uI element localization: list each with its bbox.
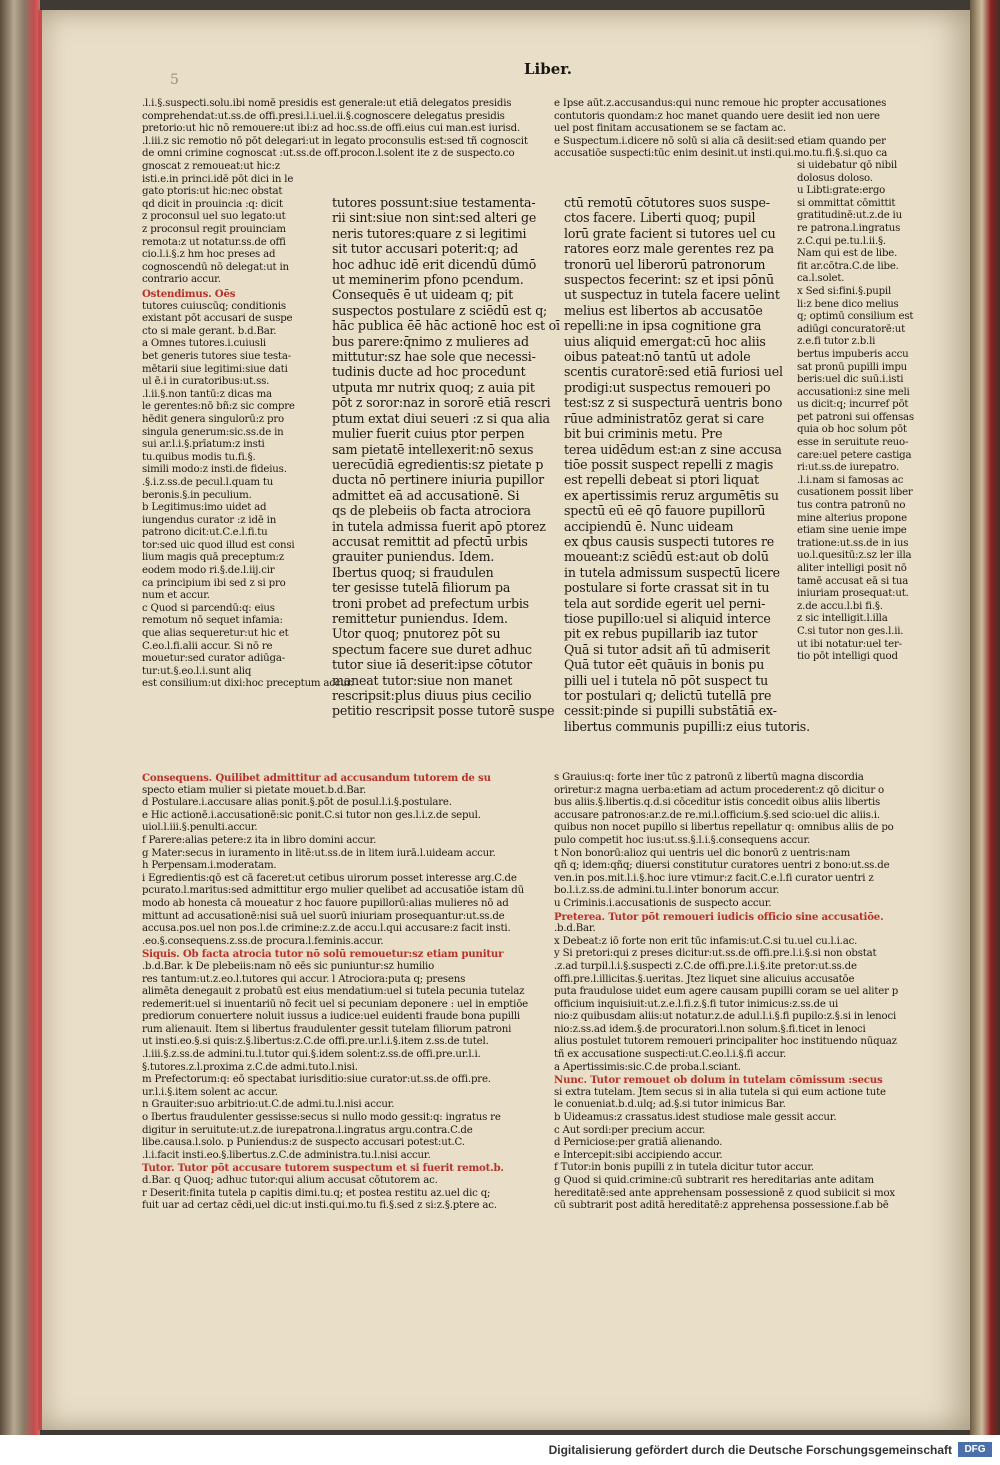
text-line: cusationem possit liber <box>797 487 913 499</box>
text-line: c Quod si parcendū:q: eius <box>142 602 275 614</box>
text-line: contrario accur. <box>142 274 221 286</box>
text-line: comprehendat:ut.ss.de offi.presi.l.i.uel.ii.§.cognoscere delegatus presidis <box>142 110 505 122</box>
text-line: tronorū uel liberorū patronorum <box>564 256 766 272</box>
text-line: rii sint:siue non sint:sed alteri ge <box>332 210 537 226</box>
gloss-far-right <box>797 160 957 664</box>
text-line: Ibertus quoq; si fraudulen <box>332 564 494 580</box>
text-line: g Quod si quid.crimine:cū subtrarit res hereditarias ante aditam <box>554 1175 874 1186</box>
book-page <box>38 10 974 1430</box>
text-line: redemerit:uel si inuentariū nō fecit uel si pecuniam deponere : uel in emptiōe <box>142 998 528 1010</box>
text-line: pet patroni sui offensas <box>797 411 914 423</box>
text-line: grauiter puniendus. Idem. <box>332 549 495 565</box>
text-line: tela aut sordide egerit uel perni- <box>564 595 766 611</box>
gloss-bottom-right <box>554 772 954 1213</box>
text-line: neris tutores:quare z si legitimi <box>332 225 527 241</box>
text-line: quia ob hoc solum pōt <box>797 424 907 436</box>
text-line: bus parere:q̄nimo z mulieres ad <box>332 333 529 349</box>
text-line: r Deserit:finita tutela p capitis dimi.tu.q; et postea restitu az.uel dic q; <box>142 1187 491 1199</box>
text-line: re patrona.l.ingratus <box>797 222 901 234</box>
text-line: res tantum:ut.z.eo.l.tutores qui accur. l Atrociora:puta q; presens <box>142 973 466 985</box>
text-line: hāc publica ēē hāc actionē hoc est oī <box>332 318 560 334</box>
text-line: remittetur puniendus. Idem. <box>332 610 508 626</box>
text-line: si uidebatur qō nibil <box>797 160 898 171</box>
text-line: ptum extat diui seueri :z si qua alia <box>332 410 550 426</box>
text-line: cessit:pinde si pupilli substātiā ex- <box>564 703 777 719</box>
text-line: Consequēs ē ut uideam q; pit <box>332 287 513 303</box>
text-line: postulare si forte crassat sit in tu <box>564 580 770 596</box>
text-line: .l.i.facit insti.eo.§.libertus.z.C.de administra.tu.l.nisi accur. <box>142 1149 431 1161</box>
gloss-left-mid <box>142 288 354 691</box>
text-line: tudinis ducte ad hoc procedunt <box>332 364 526 380</box>
text-line: .b.d.Bar. k De plebeiis:nam nō eēs sic puniuntur:sz humilio <box>142 960 435 972</box>
text-line: Nam qui est de libe. <box>797 248 898 260</box>
text-line: tratione:ut.ss.de in ius <box>797 537 909 549</box>
text-line: hereditatē:sed ante apprehensam possessionē z quod subiicit si mox <box>554 1187 895 1199</box>
text-line: ducta nō pertinere iniuria pupillor <box>332 472 544 488</box>
text-line: Siquis. Ob facta atrocia tutor nō solū remouetur:sz etiam punitur <box>142 948 504 961</box>
text-line: u Libti:grate:ergo <box>797 185 886 197</box>
text-line: ex qbus causis suspecti tutores re <box>564 533 775 549</box>
text-line: simili modo:z insti.de fideius. <box>142 464 287 476</box>
text-line: accusat remittit ad pfectū urbis <box>332 533 528 549</box>
text-line: a Apertissimis:sic.C.de proba.l.sciant. <box>554 1061 741 1073</box>
text-line: fuit uar ad certaz cēdi,uel dic:ut insti.qui.mo.tu fi.§.sed z si:z.§.ptere ac. <box>142 1200 497 1212</box>
book-page-edges <box>0 0 40 1435</box>
text-line: b Legitimus:imo uidet ad <box>142 502 267 514</box>
text-line: aliter intelligi posit nō <box>797 563 907 574</box>
text-line: dolosus doloso. <box>797 172 873 184</box>
text-line: Consequens. Quilibet admittitur ad accusandum tutorem de su <box>142 772 491 784</box>
text-line: tiose pupillo:uel si aliquid interce <box>564 610 771 626</box>
text-line: hēdit genera singulorū:z pro <box>142 413 284 425</box>
text-line: alius postulet tutorem remoueri principaliter hoc instituendo nūquaz <box>554 1036 897 1048</box>
text-line: q; optimū consilium est <box>797 311 914 323</box>
text-line: cio.l.i.§.z hm hoc preses ad <box>142 249 276 261</box>
text-line: moueant:z sciēdū est:aut ob dolū <box>564 549 769 565</box>
text-line: spectum facere sue duret adhuc <box>332 641 532 657</box>
text-line: ven.in pos.mit.l.i.§.hoc iure vtimur:z facit.C.e.l.fi curator uentri z <box>554 872 874 884</box>
text-line: etiam sine uenie impe <box>797 525 907 537</box>
text-line: a Omnes tutores.i.cuiusli <box>142 338 266 350</box>
text-line: ur.l.i.§.item solent ac accur. <box>142 1086 278 1098</box>
text-line: bit bui criminis metu. Pre <box>564 426 723 442</box>
text-line: e Hic actionē.i.accusationē:sic ponit.C.si tutor non ges.l.i.z.de sepul. <box>142 809 481 821</box>
text-line: h Perpensam.i.moderatam. <box>142 860 277 872</box>
text-line: remotum nō sequet infamia: <box>142 615 283 627</box>
text-line: offi.pre.l.illicitas.§.ueritas. Jtez liquet sine alicuius accusatōe <box>554 973 855 985</box>
text-line: f Parere:alias petere:z ita in libro domini accur. <box>142 834 377 846</box>
text-line: tor postulari q; delictū tutellā pre <box>564 688 772 703</box>
text-line: uerecūdiā egredientis:sz pietate p <box>332 456 544 472</box>
text-line: pcurato.l.maritus:sed admittitur ergo mulier quelibet ad accusatiōe istam dū <box>142 885 524 897</box>
text-line: c Aut sordi:per precium accur. <box>554 1124 706 1136</box>
text-line: z sic intelligit.l.illa <box>797 613 888 625</box>
text-line: fit ar.cōtra.C.de libe. <box>797 260 899 272</box>
text-line: ut insti.eo.§.si quis:z.§.libertus:z.C.de offi.pre.ur.l.i.§.item z.ss.de tutel. <box>142 1036 489 1048</box>
text-line: ter gesisse tutelā filiorum pa <box>332 580 511 596</box>
text-line: uiol.l.iii.§.penulti.accur. <box>142 822 258 834</box>
text-line: ut ibi notatur:uel ter- <box>797 638 902 650</box>
text-line: .l.iii.z sic remotio nō pōt delegari:ut in legato proconsulis est:sed tñ cognoscit <box>142 135 528 147</box>
text-line: mētarii siue legitimi:siue dati <box>142 363 288 375</box>
text-line: beris:uel dic suū.i.isti <box>797 374 904 386</box>
text-line: y Si pretori:qui z preses dicitur:ut.ss.de offi.pre.l.i.§.si non obstat <box>554 948 877 960</box>
text-line: .eo.§.consequens.z.ss.de procura.l.feminis.accur. <box>142 935 384 947</box>
text-line: Quā si tutor adsit añ tū admiserit <box>564 641 770 657</box>
text-line: li:z bene dico melius <box>797 298 899 310</box>
gloss-bottom-left <box>142 772 547 1213</box>
text-line: test:sz z si suspecturā uentris bono <box>564 395 783 411</box>
text-line: z.C.qui pe.tu.l.ii.§. <box>797 235 886 247</box>
dfg-logo: DFG <box>958 1442 992 1457</box>
text-line: si ommittat cōmittit <box>797 197 896 209</box>
text-line: C.si tutor non ges.l.ii. <box>797 625 904 637</box>
text-line: petitio rescripsit posse tutorē suspe <box>332 703 555 719</box>
text-line: sit tutor accusari poterit:q; ad <box>332 241 519 257</box>
text-line: est repelli debeat si ptori liquat <box>564 472 759 488</box>
text-line: rescripsit:plus diuus pius cecilio <box>332 688 532 703</box>
text-line: prediorum conuertere noluit iussus a iudice:uel euidenti fraude bona pupilli <box>142 1011 520 1023</box>
text-line: suspectos postulare z sciēdū est q; <box>332 302 548 318</box>
text-line: tus contra patronū no <box>797 500 906 512</box>
text-line: quibus non nocet pupillo si libertus repellatur q: omnibus aliis de po <box>554 822 894 834</box>
text-line: .z.ad turpil.l.i.§.suspecti z.C.de offi.pre.l.i.§.ite pretor:ut.ss.de <box>554 960 857 972</box>
text-line: tio pōt intelligi quod <box>797 651 898 663</box>
text-line: libe.causa.l.solo. p Puniendus:z de suspecto accusari potest:ut.C. <box>142 1137 465 1149</box>
text-line: pit ex rebus pupillarib iaz tutor <box>564 626 758 642</box>
text-line: uo.l.quesitū:z.sz ler illa <box>797 550 912 562</box>
text-line: .l.i.§.suspecti.solu.ibi nomē presidis est generale:ut etiā delegatos presidis <box>142 98 512 109</box>
text-line: ctū remotū cōtutores suos suspe- <box>564 195 770 210</box>
text-line: in tutela admissa fuerit apō ptorez <box>332 518 546 534</box>
text-line: cognoscendū nō delegat:ut in <box>142 261 289 273</box>
text-line: alimēta denegauit z probatū est eius mendatium:uel si tutela pecunia tutelaz <box>142 986 525 998</box>
text-line: x Sed si:fini.§.pupil <box>797 285 892 297</box>
book-spine <box>970 0 1000 1435</box>
text-line: Nunc. Tutor remouet ob dolum in tutelam cōmissum :secus <box>554 1074 883 1087</box>
text-line: pōt z soror:naz in sororē etiā rescri <box>332 395 551 411</box>
text-line: mittunt ad accusationē:nisi suā uel suorū iniuriam prosequantur:ut.ss.de <box>142 910 505 922</box>
text-line: qd dicit in prouincia :q: dicit <box>142 198 283 210</box>
text-line: tñ ex accusatione suspecti:ut.C.eo.l.i.§.fi accur. <box>554 1049 787 1061</box>
text-line: adiūgi concuratorē:ut <box>797 323 906 335</box>
text-line: accusa.pos.uel non pos.l.de crimine:z.z.de accu.l.qui accusare:z facit insti. <box>142 923 511 935</box>
text-line: f Tutor:in bonis pupilli z in tutela dicitur tutor accur. <box>554 1162 814 1174</box>
text-line: gnoscat z remoueat:ut hic:z <box>142 160 280 172</box>
text-line: oriretur:z magna uerba:etiam ad actum procederent:z qō dicitur o <box>554 784 884 796</box>
text-line: Tutor. Tutor pōt accusare tutorem suspectum et si fuerit remot.b. <box>142 1162 504 1175</box>
text-line: ctos facere. Liberti quoq; pupil <box>564 210 756 226</box>
text-line: remota:z ut notatur.ss.de offi <box>142 236 286 248</box>
text-line: nio:z.ss.ad idem.§.de procuratori.l.non solum.§.fi.ticet in lenoci <box>554 1023 866 1035</box>
text-line: existant pōt accusari de suspe <box>142 313 293 325</box>
text-line: libertus communis pupilli:z eius tutoris. <box>564 718 810 734</box>
text-line: melius est libertos ab accusatōe <box>564 302 763 318</box>
text-line: d Perniciose:per gratiā alienando. <box>554 1137 723 1149</box>
text-line: d Postulare.i.accusare alias ponit.§.pōt de posul.l.i.§.postulare. <box>142 797 452 809</box>
text-line: sui ar.l.i.§.prīatum:z insti <box>142 439 265 451</box>
text-line: tur:ut.§.eo.l.i.sunt aliq <box>142 665 252 677</box>
text-line: d.Bar. q Quoq; adhuc tutor:qui alium accusat cōtutorem ac. <box>142 1175 438 1186</box>
text-line: hoc adhuc idē erit dicendū dūmō <box>332 256 537 272</box>
text-line: oibus pateat:nō tantū ut adole <box>564 349 751 365</box>
text-line: repelli:ne in ipsa cognitione gra <box>564 318 762 334</box>
text-line: z proconsul uel suo legato:ut <box>142 211 286 223</box>
text-line: tamē accusat eā si tua <box>797 575 909 587</box>
text-line: .§.i.z.ss.de pecul.l.quam tu <box>142 476 274 488</box>
text-line: accipiendū ē. Nunc uideam <box>564 518 734 534</box>
text-line: ratores eorz male gerentes rez pa <box>564 241 774 257</box>
text-line: z.de accu.l.bi fi.§. <box>797 600 883 612</box>
text-line: tutor siue iā deserit:ipse cōtutor <box>332 657 532 673</box>
text-line: iniuriam prosequat:ut. <box>797 588 909 600</box>
text-line: bus aliis.§.libertis.q.d.si cōceditur istis concedit oibus aliis libertis <box>554 797 881 809</box>
footer-credit: Digitalisierung gefördert durch die Deutsche Forschungsgemeinschaft <box>548 1443 952 1457</box>
text-line: prodigi:ut suspectus remoueri po <box>564 379 771 395</box>
text-line: lium magis quā preceptum:z <box>142 552 284 564</box>
text-line: mulier fuerit cuius ptor perpen <box>332 426 525 442</box>
text-line: e Ipse aūt.z.accusandus:qui nunc remoue hic propter accusationes <box>554 98 887 109</box>
text-line: us dicit:q; incurref pōt <box>797 399 909 411</box>
text-line: contutoris quondam:z hoc manet quando uere desiit ied non uere <box>554 110 880 122</box>
text-line: uel post finitam accusationem se se factam ac. <box>554 123 786 135</box>
text-line: i Egredientis:qō est cā faceret:ut cetibus uirorum posset interesse arg.C.de <box>142 872 517 884</box>
text-line: e Suspectum.i.dicere nō solū si alia cā desiit:sed etiam quando per <box>554 135 886 147</box>
text-line: t Non bonorū:alioz qui uentris uel dic bonorū z uentris:nam <box>554 847 851 859</box>
text-line: mittutur:sz hae sole que necessi- <box>332 349 536 365</box>
text-line: que alias sequeretur:ut hic et <box>142 628 289 640</box>
text-line: le gerentes:nō bñ:z sic compre <box>142 401 295 413</box>
text-line: g Mater:secus in iuramento in litē:ut.ss.de in litem iurā.l.uideam accur. <box>142 847 496 859</box>
text-line: tutores possunt:siue testamenta- <box>332 195 536 210</box>
text-line: e Intercepit:sibi accipiendo accur. <box>554 1149 723 1161</box>
text-line: §.tutores.z.l.proxima z.C.de admi.tuto.l.nisi. <box>142 1061 358 1073</box>
text-line: mouetur:sed curator adiūga- <box>142 653 285 665</box>
text-line: ut meminerim pfono pcendum. <box>332 272 524 288</box>
folio-number: 5 <box>170 72 179 88</box>
text-line: sat pronū pupilli impu <box>797 361 907 373</box>
text-line: admittet eā ad accusationē. Si <box>332 487 520 503</box>
text-line: m Prefectorum:q: eō spectabat iurisditio:siue curator:ut.ss.de offi.pre. <box>142 1074 491 1086</box>
text-line: est consilium:ut dixi:hoc preceptum accur. <box>142 678 354 690</box>
text-line: C.eo.l.fi.alii accur. Si nō re <box>142 640 273 652</box>
text-line: qs de plebeiis ob facta atrociora <box>332 503 531 519</box>
text-line: ex apertissimis reruz argumētis su <box>564 487 779 503</box>
text-line: modo ab honesta cā moueatur z hoc fauore pupillorū:alias mulieres nō ad <box>142 897 509 909</box>
text-line: z proconsul regit prouinciam <box>142 223 286 235</box>
text-line: .l.iii.§.z.ss.de admini.tu.l.tutor qui.§.idem solent:z.ss.de offi.pre.ur.l.i. <box>142 1049 481 1061</box>
text-line: gratitudinē:ut.z.de iu <box>797 210 902 222</box>
text-line: suspectos fecerint: sz et ipsi pōnū <box>564 272 774 288</box>
text-line: troni probet ad prefectum urbis <box>332 595 529 611</box>
text-line: .l.i.nam si famosas ac <box>797 474 904 486</box>
text-line: scentis curatorē:sed etiā furiosi uel <box>564 364 783 380</box>
text-line: rūue administratōz gerat si care <box>564 410 764 426</box>
running-head: Liber. <box>524 60 573 78</box>
gloss-right-top <box>554 98 954 161</box>
text-line: in tutela admissum suspectū licere <box>564 564 780 580</box>
text-line: accusatiōe suspecti:tūc enim desinit.ut insti.qui.mo.tu.fi.§.si.quo ca <box>554 148 888 160</box>
text-line: iungendus curator :z idē in <box>142 514 277 526</box>
text-line: singula generum:sic.ss.de in <box>142 426 284 438</box>
text-line: accusationi:z sine meli <box>797 386 910 398</box>
text-line: bertus impuberis accu <box>797 348 909 360</box>
text-line: ut suspectuz in tutela facere uelint <box>564 287 780 303</box>
text-line: x Debeat:z iō forte non erit tūc infamis:ut.C.si tu.uel cu.l.i.ac. <box>554 935 858 947</box>
text-line: si extra tutelam. Jtem secus si in alia tutela si qui eum actione tute <box>554 1086 886 1098</box>
text-line: eodem modo ri.§.de.l.iij.cir <box>142 565 275 577</box>
text-line: pilli uel i tutela nō pōt suspect tu <box>564 672 769 688</box>
text-line: o Ibertus fraudulenter gessisse:secus si nullo modo gessit:q: ingratus re <box>142 1112 501 1124</box>
text-line: cto si male gerant. b.d.Bar. <box>142 325 277 337</box>
text-line: esse in seruitute reuo- <box>797 437 909 449</box>
text-line: de omni crimine cognoscat :ut.ss.de off.procon.l.solent ite z de suspecto.co <box>142 148 515 160</box>
text-line: qñ q; idem:qñq; diuersi constitutur curatores uentri z bono:ut.ss.de <box>554 860 890 872</box>
text-line: uius aliquid emergat:cū hoc aliis <box>564 333 766 349</box>
text-line: nio:z quibusdam aliis:ut notatur.z.de adul.l.i.§.fi pupilo:z.§.si in lenoci <box>554 1011 897 1023</box>
text-line: beronis.§.in peculium. <box>142 489 252 501</box>
text-line: maneat tutor:siue non manet <box>332 672 513 688</box>
text-line: pretorio:ut hic nō remouere:ut ibi:z ad hoc.ss.de offi.eius cui man.est iurisd. <box>142 123 520 135</box>
text-line: .b.d.Bar. <box>554 923 596 935</box>
text-line: .l.ii.§.non tantū:z dicas ma <box>142 388 272 400</box>
main-text-column-right <box>564 195 810 734</box>
text-line: Ostendimus. Oēs <box>142 288 236 300</box>
text-line: care:uel petere castiga <box>797 449 912 461</box>
text-line: puta fraudulose uidet eum agere causam pupilli coram se uel aliter p <box>554 986 899 998</box>
text-line: lorū grate facient si tutores uel cu <box>564 225 776 241</box>
main-text-column-left <box>332 195 560 719</box>
text-line: u Criminis.i.accusationis de suspecto accur. <box>554 897 772 909</box>
text-line: tu.quibus modis tu.fi.§. <box>142 451 256 463</box>
text-line: z.e.fi tutor z.b.li <box>797 336 876 348</box>
text-line: utputa mr nutrix quoq; z auia pit <box>332 379 535 395</box>
text-line: num et accur. <box>142 590 210 602</box>
text-line: Preterea. Tutor pōt remoueri iudicis officio sine accusatiōe. <box>554 910 884 923</box>
text-line: ca.l.solet. <box>797 273 845 285</box>
text-line: tiōe possit suspect repelli z magis <box>564 456 774 472</box>
text-line: accusare patronos:ar.z.de re.mi.l.officium.§.sed scio:uel dic aliis.i. <box>554 809 880 821</box>
text-line: ri:ut.ss.de iurepatro. <box>797 462 900 474</box>
text-line: Utor quoq; pnutorez pōt su <box>332 626 501 642</box>
text-line: gato ptoris:ut hic:nec obstat <box>142 186 283 198</box>
text-line: isti.e.in princi.idē pōt dici in le <box>142 173 294 185</box>
text-line: officium inquisiuit:ut.z.e.l.fi.z.§.fi tutor inimicus:z.ss.de ui <box>554 998 839 1010</box>
text-line: Quā tutor eēt quāuis in bonis pu <box>564 657 765 673</box>
text-line: sam pietatē intellexerit:nō sexus <box>332 441 534 457</box>
text-line: tutores cuiuscūq; conditionis <box>142 300 286 312</box>
text-line: digitur in seruitute:ut.z.de iurepatrona.l.ingratus argu.contra.C.de <box>142 1124 473 1136</box>
text-line: pulo competit hoc ius:ut.ss.§.l.i.§.consequens accur. <box>554 834 811 846</box>
text-line: s Grauius:q: forte iner tūc z patronū z libertū magna discordia <box>554 772 864 783</box>
text-line: n Grauiter:suo arbitrio:ut.C.de admi.tu.l.nisi accur. <box>142 1099 395 1111</box>
text-line: le conueniat.b.d.ulq; ad.§.si tutor inimicus Bar. <box>554 1099 786 1111</box>
text-line: b Uideamus:z crassatus.idest studiose male gessit accur. <box>554 1112 837 1124</box>
text-line: bet generis tutores siue testa- <box>142 350 291 362</box>
text-line: bo.l.i.z.ss.de admini.tu.l.inter bonorum accur. <box>554 885 780 897</box>
text-line: rum alienauit. Item si libertus fraudulenter gessit tutelam filiorum patroni <box>142 1023 512 1035</box>
text-line: specto etiam mulier si pietate mouet.b.d.Bar. <box>142 784 367 796</box>
text-line: ca principium ibi sed z si pro <box>142 577 286 589</box>
text-line: terea uidēdum est:an z sine accusa <box>564 441 782 457</box>
text-line: spectū eū eē qō fauore pupillorū <box>564 503 766 519</box>
text-line: cū subtrarit post aditā hereditatē:z apprehensa possessione.f.ab bē <box>554 1200 889 1212</box>
text-line: tor:sed uic quod illud est consi <box>142 539 295 551</box>
text-line: mine alterius propone <box>797 512 907 524</box>
text-line: ul ē.i in curatoribus:ut.ss. <box>142 376 270 388</box>
footer-bar <box>0 1435 1000 1465</box>
text-line: patrono dicit:ut.C.e.l.fi.tu <box>142 527 268 539</box>
